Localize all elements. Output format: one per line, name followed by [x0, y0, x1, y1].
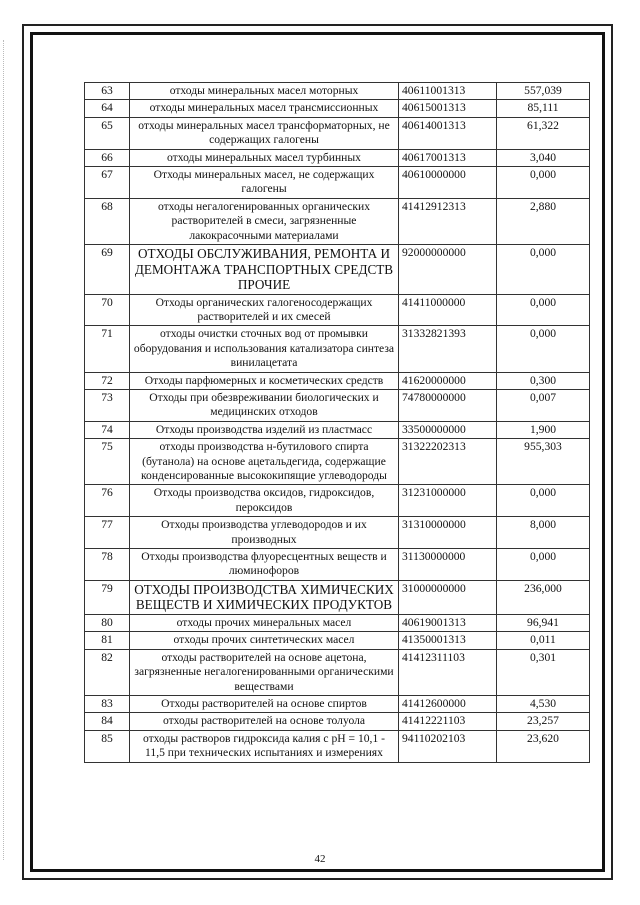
page-number: 42	[314, 853, 326, 865]
table-row	[85, 294, 590, 326]
waste-amount-cell: 955,303	[497, 439, 590, 485]
row-number-cell: 77	[85, 517, 130, 549]
table-row	[85, 485, 590, 517]
table-row	[85, 549, 590, 581]
table-row	[85, 649, 590, 695]
row-number-cell: 65	[85, 117, 130, 149]
waste-code-cell: 41620000000	[399, 372, 497, 389]
waste-code-cell: 40610000000	[399, 167, 497, 199]
row-number-cell: 78	[85, 549, 130, 581]
waste-name-cell: отходы минеральных масел трансформаторных, не содержащих галогены	[130, 117, 399, 149]
waste-amount-cell: 0,000	[497, 326, 590, 372]
waste-amount-cell: 4,530	[497, 695, 590, 712]
waste-name-cell: Отходы растворителей на основе спиртов	[130, 695, 399, 712]
table-row	[85, 695, 590, 712]
waste-name-cell: отходы растворов гидроксида калия с pH = 10,1 - 11,5 при технических испытаниях и измерениях	[130, 730, 399, 762]
waste-code-cell: 40619001313	[399, 614, 497, 631]
table-row	[85, 245, 590, 295]
waste-name-cell: отходы минеральных масел трансмиссионных	[130, 100, 399, 117]
row-number-cell: 73	[85, 390, 130, 422]
waste-amount-cell: 85,111	[497, 100, 590, 117]
row-number-cell: 64	[85, 100, 130, 117]
waste-code-cell: 74780000000	[399, 390, 497, 422]
waste-amount-cell: 2,880	[497, 198, 590, 244]
waste-code-cell: 41350001313	[399, 632, 497, 649]
waste-amount-cell: 3,040	[497, 149, 590, 166]
waste-amount-cell: 61,322	[497, 117, 590, 149]
row-number-cell: 79	[85, 580, 130, 614]
waste-name-cell: Отходы парфюмерных и косметических средств	[130, 372, 399, 389]
row-number-cell: 70	[85, 294, 130, 326]
scan-margin-marks	[3, 40, 6, 860]
waste-name-cell: отходы растворителей на основе толуола	[130, 713, 399, 730]
waste-code-cell: 41412221103	[399, 713, 497, 730]
table-row	[85, 117, 590, 149]
waste-amount-cell: 0,000	[497, 549, 590, 581]
waste-name-cell: отходы растворителей на основе ацетона, загрязненные негалогенированными органическими веществами	[130, 649, 399, 695]
waste-name-cell: отходы очистки сточных вод от промывки оборудования и использования катализатора синтеза винилацетата	[130, 326, 399, 372]
table-row	[85, 632, 590, 649]
table-row	[85, 390, 590, 422]
waste-code-cell: 40615001313	[399, 100, 497, 117]
waste-code-cell: 31000000000	[399, 580, 497, 614]
waste-amount-cell: 0,000	[497, 167, 590, 199]
row-number-cell: 71	[85, 326, 130, 372]
row-number-cell: 63	[85, 83, 130, 100]
waste-code-cell: 94110202103	[399, 730, 497, 762]
waste-table-body	[85, 83, 590, 763]
table-row	[85, 167, 590, 199]
table-row	[85, 517, 590, 549]
waste-amount-cell: 557,039	[497, 83, 590, 100]
waste-code-cell: 31130000000	[399, 549, 497, 581]
waste-amount-cell: 1,900	[497, 421, 590, 438]
table-row	[85, 439, 590, 485]
table-row	[85, 580, 590, 614]
waste-amount-cell: 23,257	[497, 713, 590, 730]
row-number-cell: 82	[85, 649, 130, 695]
waste-amount-cell: 0,000	[497, 294, 590, 326]
waste-code-cell: 41411000000	[399, 294, 497, 326]
waste-amount-cell: 0,000	[497, 245, 590, 295]
waste-amount-cell: 236,000	[497, 580, 590, 614]
waste-code-cell: 41412912313	[399, 198, 497, 244]
waste-amount-cell: 0,007	[497, 390, 590, 422]
waste-name-cell: ОТХОДЫ ПРОИЗВОДСТВА ХИМИЧЕСКИХ ВЕЩЕСТВ И ХИМИЧЕСКИХ ПРОДУКТОВ	[130, 580, 399, 614]
waste-code-cell: 40614001313	[399, 117, 497, 149]
waste-name-cell: ОТХОДЫ ОБСЛУЖИВАНИЯ, РЕМОНТА И ДЕМОНТАЖА ТРАНСПОРТНЫХ СРЕДСТВ ПРОЧИЕ	[130, 245, 399, 295]
waste-code-cell: 40611001313	[399, 83, 497, 100]
waste-code-cell: 40617001313	[399, 149, 497, 166]
row-number-cell: 83	[85, 695, 130, 712]
row-number-cell: 85	[85, 730, 130, 762]
table-row	[85, 83, 590, 100]
row-number-cell: 66	[85, 149, 130, 166]
table-row	[85, 614, 590, 631]
waste-name-cell: отходы минеральных масел моторных	[130, 83, 399, 100]
row-number-cell: 72	[85, 372, 130, 389]
row-number-cell: 76	[85, 485, 130, 517]
waste-name-cell: отходы минеральных масел турбинных	[130, 149, 399, 166]
row-number-cell: 81	[85, 632, 130, 649]
waste-code-cell: 41412311103	[399, 649, 497, 695]
table-row	[85, 198, 590, 244]
waste-name-cell: отходы негалогенированных органических растворителей в смеси, загрязненные лакокрасочными материалами	[130, 198, 399, 244]
waste-name-cell: Отходы производства флуоресцентных веществ и люминофоров	[130, 549, 399, 581]
waste-amount-cell: 0,011	[497, 632, 590, 649]
waste-code-cell: 33500000000	[399, 421, 497, 438]
waste-amount-cell: 0,300	[497, 372, 590, 389]
waste-name-cell: Отходы производства изделий из пластмасс	[130, 421, 399, 438]
row-number-cell: 74	[85, 421, 130, 438]
waste-code-cell: 31310000000	[399, 517, 497, 549]
waste-name-cell: Отходы производства оксидов, гидроксидов, пероксидов	[130, 485, 399, 517]
waste-code-cell: 31332821393	[399, 326, 497, 372]
waste-amount-cell: 0,000	[497, 485, 590, 517]
waste-name-cell: отходы производства н-бутилового спирта (бутанола) на основе ацетальдегида, содержащие конденсированные высококипящие углеводороды	[130, 439, 399, 485]
waste-name-cell: отходы прочих синтетических масел	[130, 632, 399, 649]
table-row	[85, 326, 590, 372]
table-row	[85, 149, 590, 166]
table-row	[85, 372, 590, 389]
row-number-cell: 80	[85, 614, 130, 631]
row-number-cell: 75	[85, 439, 130, 485]
table-row	[85, 713, 590, 730]
waste-amount-cell: 23,620	[497, 730, 590, 762]
row-number-cell: 84	[85, 713, 130, 730]
row-number-cell: 67	[85, 167, 130, 199]
waste-code-cell: 31322202313	[399, 439, 497, 485]
waste-code-cell: 92000000000	[399, 245, 497, 295]
waste-name-cell: Отходы при обезвреживании биологических и медицинских отходов	[130, 390, 399, 422]
waste-name-cell: отходы прочих минеральных масел	[130, 614, 399, 631]
waste-amount-cell: 96,941	[497, 614, 590, 631]
waste-table	[84, 82, 590, 763]
row-number-cell: 69	[85, 245, 130, 295]
table-row	[85, 730, 590, 762]
waste-name-cell: Отходы органических галогеносодержащих растворителей и их смесей	[130, 294, 399, 326]
table-row	[85, 100, 590, 117]
waste-amount-cell: 8,000	[497, 517, 590, 549]
row-number-cell: 68	[85, 198, 130, 244]
waste-code-cell: 31231000000	[399, 485, 497, 517]
table-row	[85, 421, 590, 438]
waste-name-cell: Отходы минеральных масел, не содержащих галогены	[130, 167, 399, 199]
waste-code-cell: 41412600000	[399, 695, 497, 712]
waste-amount-cell: 0,301	[497, 649, 590, 695]
waste-name-cell: Отходы производства углеводородов и их производных	[130, 517, 399, 549]
